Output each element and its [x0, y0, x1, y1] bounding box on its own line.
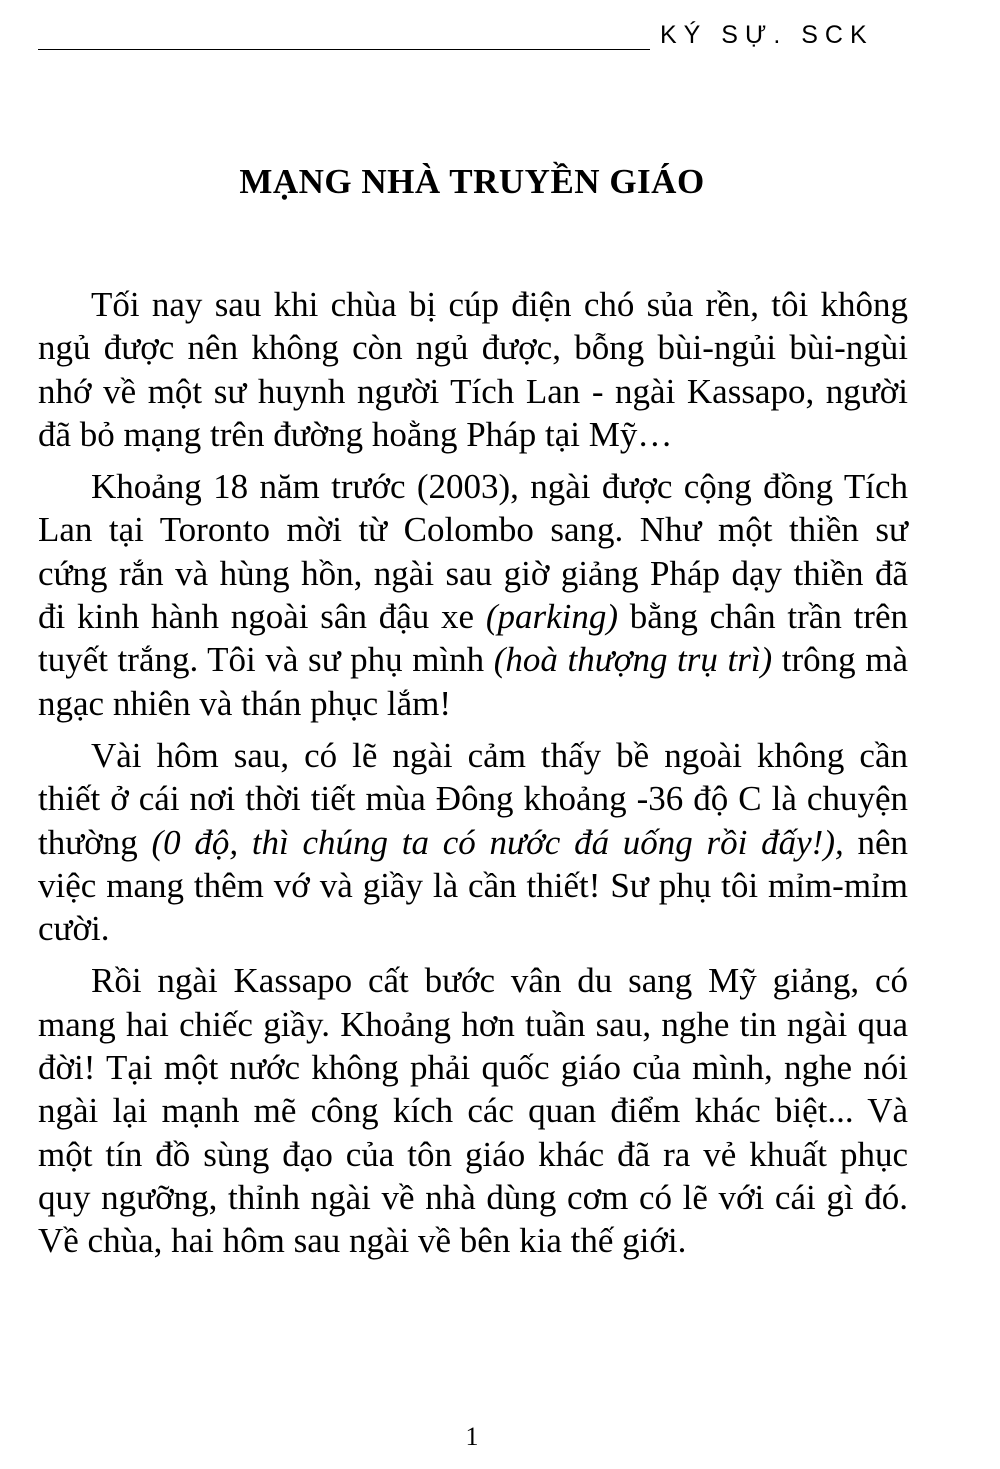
running-title: KÝ SỰ. SCK — [660, 21, 874, 49]
header-rule — [38, 49, 650, 50]
body-paragraph — [38, 734, 908, 950]
body-text — [38, 283, 908, 1272]
italic-text: (parking) — [485, 597, 619, 637]
paragraph-text: Tối nay sau khi chùa bị cúp điện chó sủa rền, tôi không ngủ được nên không còn ngủ được, bỗng bùi-ngủi bùi-ngùi nhớ về một sư huynh người Tích Lan - ngài Kassapo, người đã bỏ mạng trên đường hoằng Pháp tại Mỹ… — [38, 285, 908, 454]
body-paragraph — [38, 959, 908, 1262]
body-paragraph — [38, 465, 908, 725]
paragraph-text: bằng chân trần trên tuyết trắng. Tôi và sư phụ mình — [38, 597, 908, 680]
paragraph-text: trông mà ngạc nhiên và thán phục lắm! — [38, 640, 908, 723]
paragraph-text: Vài hôm sau, có lẽ ngài cảm thấy bề ngoài không cần thiết ở cái nơi thời tiết mùa Đông khoảng -36 độ C là chuyện thường — [38, 735, 908, 862]
body-paragraph — [38, 283, 908, 456]
page-number: 1 — [465, 1422, 479, 1451]
running-header — [38, 14, 908, 54]
paragraph-text: Khoảng 18 năm trước (2003), ngài được cộng đồng Tích Lan tại Toronto mời từ Colombo sang. Như một thiền sư cứng rắn và hùng hồn, ngài sau giờ giảng Pháp dạy thiền đã đi kinh hành ngoài sân đậu xe — [38, 467, 908, 637]
italic-text: (hoà thượng trụ trì) — [493, 640, 773, 680]
paragraph-text: nên việc mang thêm vớ và giầy là cần thiết! Sư phụ tôi mỉm-mỉm cười. — [38, 822, 909, 949]
paragraph-text: Rồi ngài Kassapo cất bước vân du sang Mỹ giảng, có mang hai chiếc giầy. Khoảng hơn tuần sau, nghe tin ngài qua đời! Tại một nước không phải quốc giáo của mình, nghe nói ngài lại mạnh mẽ công kích các quan điểm khác biệt... Và một tín đồ sùng đạo của tôn giáo khác đã ra vẻ khuất phục quy ngưỡng, thỉnh ngài về nhà dùng cơm có lẽ với cái gì đó. Về chùa, hai hôm sau ngài về bên kia thế giới. — [38, 961, 908, 1261]
italic-text: (0 độ, thì chúng ta có nước đá uống rồi đấy!), — [151, 822, 844, 862]
chapter-title: MẠNG NHÀ TRUYỀN GIÁO — [239, 162, 705, 201]
